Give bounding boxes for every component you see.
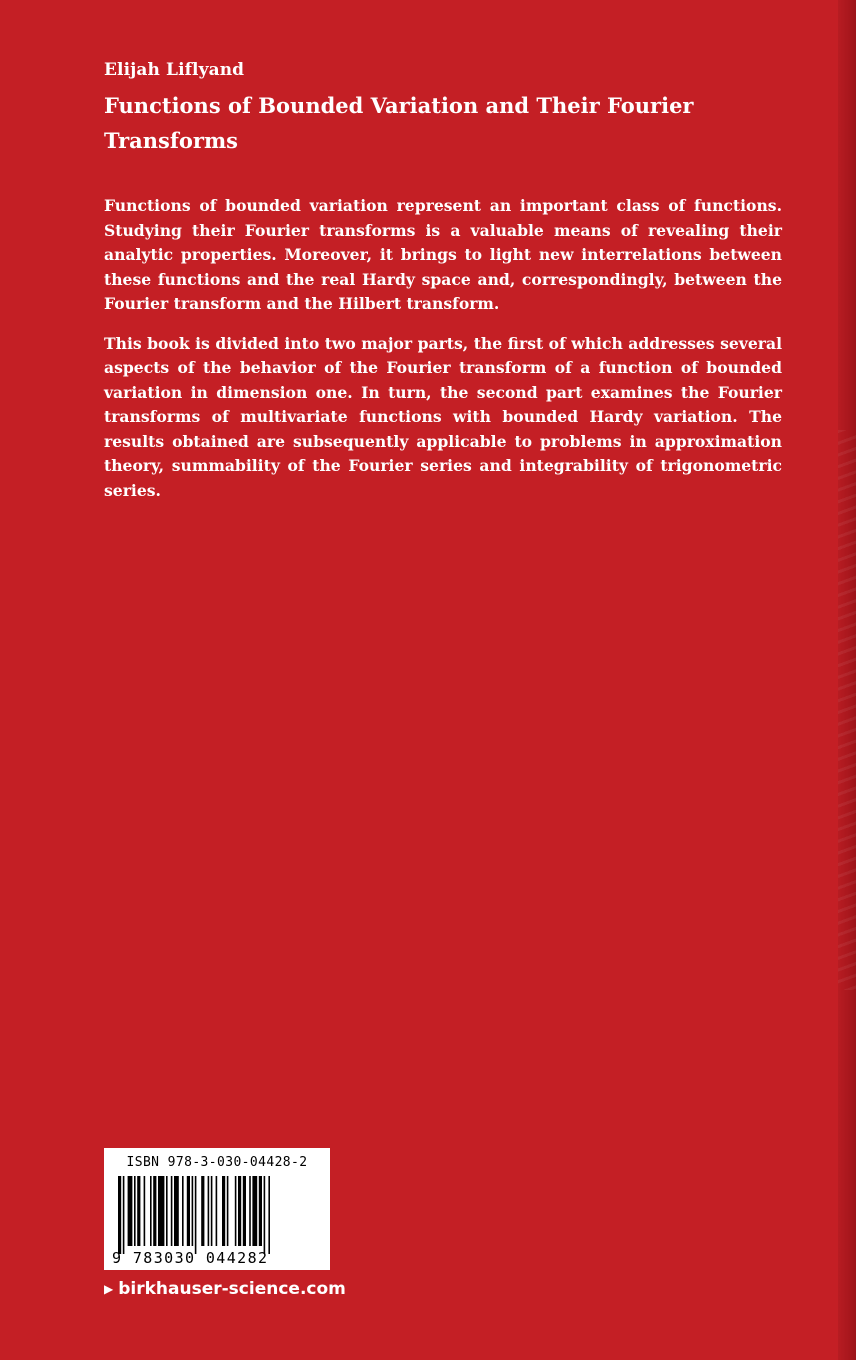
barcode-bar [268,1176,270,1254]
barcode-bar [222,1176,225,1246]
barcode-bar [123,1176,125,1254]
description-paragraph-1: Functions of bounded variation represent an important class of functions. Studying their Fourier transforms is a valuable means of revealing their analytic properties. Moreover, it brings to light new interrelations between these functions and the real Hardy space and, correspondingly, between the Fourier transform and the Hilbert transform. [104,196,782,313]
barcode-digits: 9 783030 044282 [112,1249,269,1267]
barcode-bar [166,1176,168,1246]
isbn-barcode [104,1148,330,1270]
barcode-bar [118,1176,121,1254]
spine-decoration [838,430,856,990]
barcode-bar [243,1176,246,1246]
barcode-bar [264,1176,266,1254]
barcode-bar [187,1176,190,1246]
barcode-bar [208,1176,210,1246]
isbn-label: ISBN 978-3-030-04428-2 [126,1155,308,1170]
publisher-website[interactable] [104,1279,346,1299]
barcode-bar [216,1176,218,1246]
triangle-right-icon: ▶ [104,1282,114,1296]
barcode-bar [235,1176,237,1246]
barcode-bar [150,1176,152,1246]
barcode-bars [112,1176,322,1254]
barcode-bar [227,1176,229,1246]
barcode-bar [249,1176,251,1246]
barcode-bar [171,1176,173,1246]
barcode-bar [192,1176,194,1246]
barcode-bar [128,1176,133,1246]
barcode-bar [182,1176,184,1246]
barcode-bar [259,1176,262,1246]
author-name: Elijah Liflyand [104,60,245,80]
barcode-bar [174,1176,179,1246]
description-paragraph-2: This book is divided into two major parts, the first of which addresses several aspects of the behavior of the Fourier transform of a function of bounded variation in dimension one. In turn, the second part examines the Fourier transforms of multivariate functions with bounded Hardy variation. The results obtained are subsequently applicable to problems in approximation theory, summability of the Fourier series and integrability of trigonometric series. [104,333,782,500]
barcode-bar [153,1176,156,1246]
book-title: Functions of Bounded Variation and Their Fourier Transforms [104,93,694,153]
book-description [104,194,782,518]
barcode-bar [144,1176,146,1246]
barcode-bar [158,1176,164,1246]
barcode-bar [252,1176,257,1246]
barcode-bar [238,1176,241,1246]
barcode-bar [134,1176,136,1246]
barcode-bar [195,1176,197,1254]
barcode-bar [211,1176,213,1246]
barcode-bar [201,1176,204,1246]
website-url: birkhauser-science.com [118,1279,346,1299]
barcode-bar [137,1176,140,1246]
